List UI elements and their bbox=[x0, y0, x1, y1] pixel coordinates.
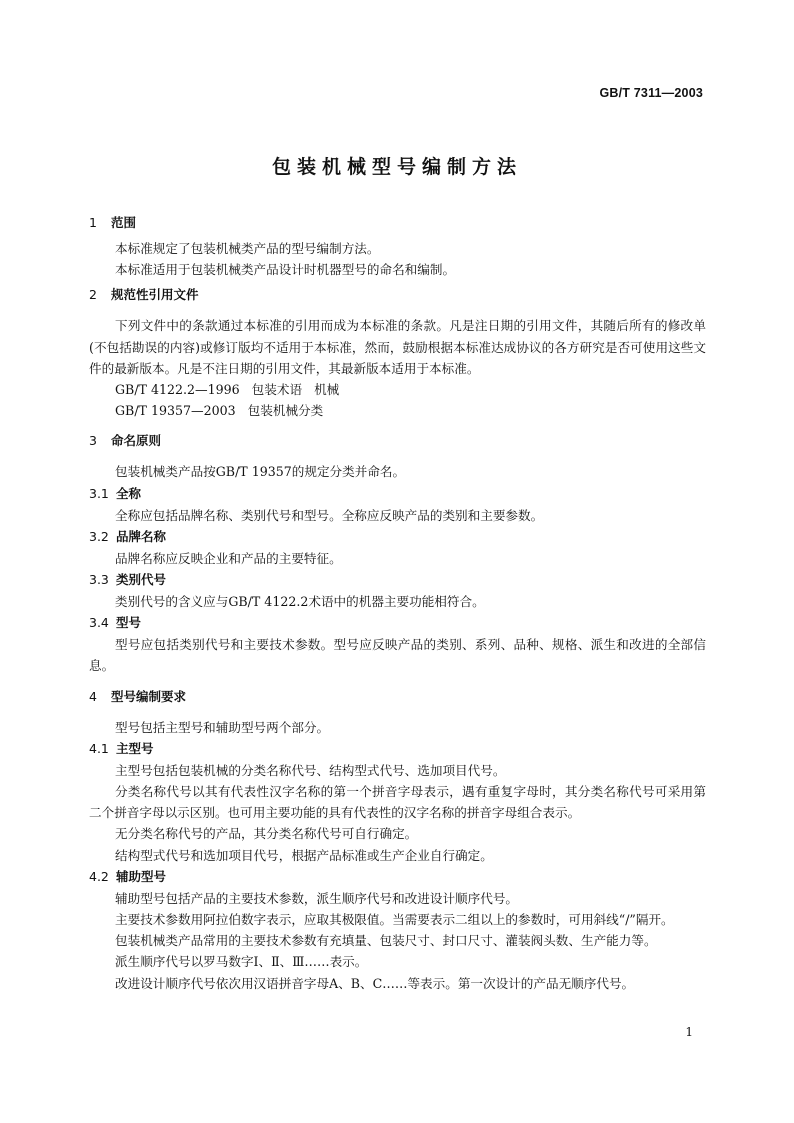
paragraph: 全称应包括品牌名称、类别代号和型号。全称应反映产品的类别和主要参数。 bbox=[115, 507, 544, 523]
paragraph: 型号包括主型号和辅助型号两个部分。 bbox=[115, 719, 330, 735]
section-heading-1 bbox=[89, 212, 706, 234]
document-body bbox=[89, 212, 706, 994]
section-number: 3.2 bbox=[89, 528, 109, 544]
section-title: 主型号 bbox=[116, 740, 154, 756]
subsection-heading-3-2 bbox=[89, 526, 706, 548]
document-title: 包装机械型号编制方法 bbox=[271, 156, 522, 178]
section-title: 品牌名称 bbox=[116, 528, 167, 544]
page-number: 1 bbox=[685, 1025, 693, 1039]
paragraph: 品牌名称应反映企业和产品的主要特征。 bbox=[115, 550, 342, 566]
section-number: 4 bbox=[89, 688, 97, 704]
section-number: 4.1 bbox=[89, 740, 109, 756]
section-number: 3.1 bbox=[89, 485, 109, 501]
subsection-heading-3-4 bbox=[89, 612, 706, 634]
section-heading-4 bbox=[89, 686, 706, 708]
section-heading-2 bbox=[89, 284, 706, 306]
subsection-heading-3-1 bbox=[89, 483, 706, 505]
section-title: 范围 bbox=[111, 215, 137, 230]
section-title: 类别代号 bbox=[116, 572, 167, 588]
section-number: 4.2 bbox=[89, 868, 109, 884]
paragraph: 类别代号的含义应与GB/T 4122.2术语中的机器主要功能相符合。 bbox=[115, 594, 485, 610]
subsection-heading-3-3 bbox=[89, 569, 706, 591]
subsection-heading-4-2 bbox=[89, 866, 706, 888]
paragraph: 本标准适用于包装机械类产品设计时机器型号的命名和编制。 bbox=[115, 262, 456, 278]
paragraph: 下列文件中的条款通过本标准的引用而成为本标准的条款。凡是注日期的引用文件，其随后所有的修改单(不包括勘误的内容)或修订版均不适用于本标准，然而，鼓励根据本标准达成协议的各方研究是否可使用这些文件的最新版本。凡是不注日期的引用文件，其最新版本适用于本标准。 bbox=[89, 318, 706, 376]
paragraph: 分类名称代号以其有代表性汉字名称的第一个拼音字母表示，遇有重复字母时，其分类名称代号可采用第二个拼音字母以示区别。也可用主要功能的具有代表性的汉字名称的拼音字母组合表示。 bbox=[89, 784, 706, 821]
reference-item: GB/T 19357—2003 包装机械分类 bbox=[115, 403, 324, 419]
paragraph: 包装机械类产品常用的主要技术参数有充填量、包装尺寸、封口尺寸、灌装阀头数、生产能力等。 bbox=[115, 933, 657, 949]
standard-number: GB/T 7311—2003 bbox=[599, 86, 703, 100]
paragraph: 结构型式代号和选加项目代号，根据产品标准或生产企业自行确定。 bbox=[115, 847, 493, 863]
paragraph: 型号应包括类别代号和主要技术参数。型号应反映产品的类别、系列、品种、规格、派生和改进的全部信息。 bbox=[89, 637, 706, 674]
reference-item: GB/T 4122.2—1996 包装术语 机械 bbox=[115, 382, 340, 398]
subsection-heading-4-1 bbox=[89, 738, 706, 760]
paragraph: 无分类名称代号的产品，其分类名称代号可自行确定。 bbox=[115, 826, 418, 842]
section-title: 规范性引用文件 bbox=[111, 287, 199, 303]
section-number: 2 bbox=[89, 287, 97, 303]
section-title: 型号编制要求 bbox=[111, 688, 187, 704]
section-number: 3.3 bbox=[89, 572, 109, 588]
section-title: 命名原则 bbox=[111, 433, 162, 449]
section-number: 3.4 bbox=[89, 615, 109, 631]
paragraph: 本标准规定了包装机械类产品的型号编制方法。 bbox=[115, 241, 380, 256]
section-heading-3 bbox=[89, 430, 706, 452]
paragraph: 包装机械类产品按GB/T 19357的规定分类并命名。 bbox=[115, 464, 406, 480]
section-title: 辅助型号 bbox=[116, 868, 167, 884]
section-title: 型号 bbox=[116, 615, 142, 631]
paragraph: 主要技术参数用阿拉伯数字表示，应取其极限值。当需要表示二组以上的参数时，可用斜线“/”隔开。 bbox=[115, 912, 674, 928]
section-number: 3 bbox=[89, 433, 97, 449]
paragraph: 主型号包括包装机械的分类名称代号、结构型式代号、选加项目代号。 bbox=[115, 762, 506, 778]
paragraph: 改进设计顺序代号依次用汉语拼音字母A、B、C……等表示。第一次设计的产品无顺序代号。 bbox=[115, 975, 635, 991]
section-title: 全称 bbox=[116, 485, 142, 501]
paragraph: 辅助型号包括产品的主要技术参数，派生顺序代号和改进设计顺序代号。 bbox=[115, 890, 518, 906]
section-number: 1 bbox=[89, 215, 97, 230]
paragraph: 派生顺序代号以罗马数字Ⅰ、Ⅱ、Ⅲ……表示。 bbox=[115, 954, 368, 970]
